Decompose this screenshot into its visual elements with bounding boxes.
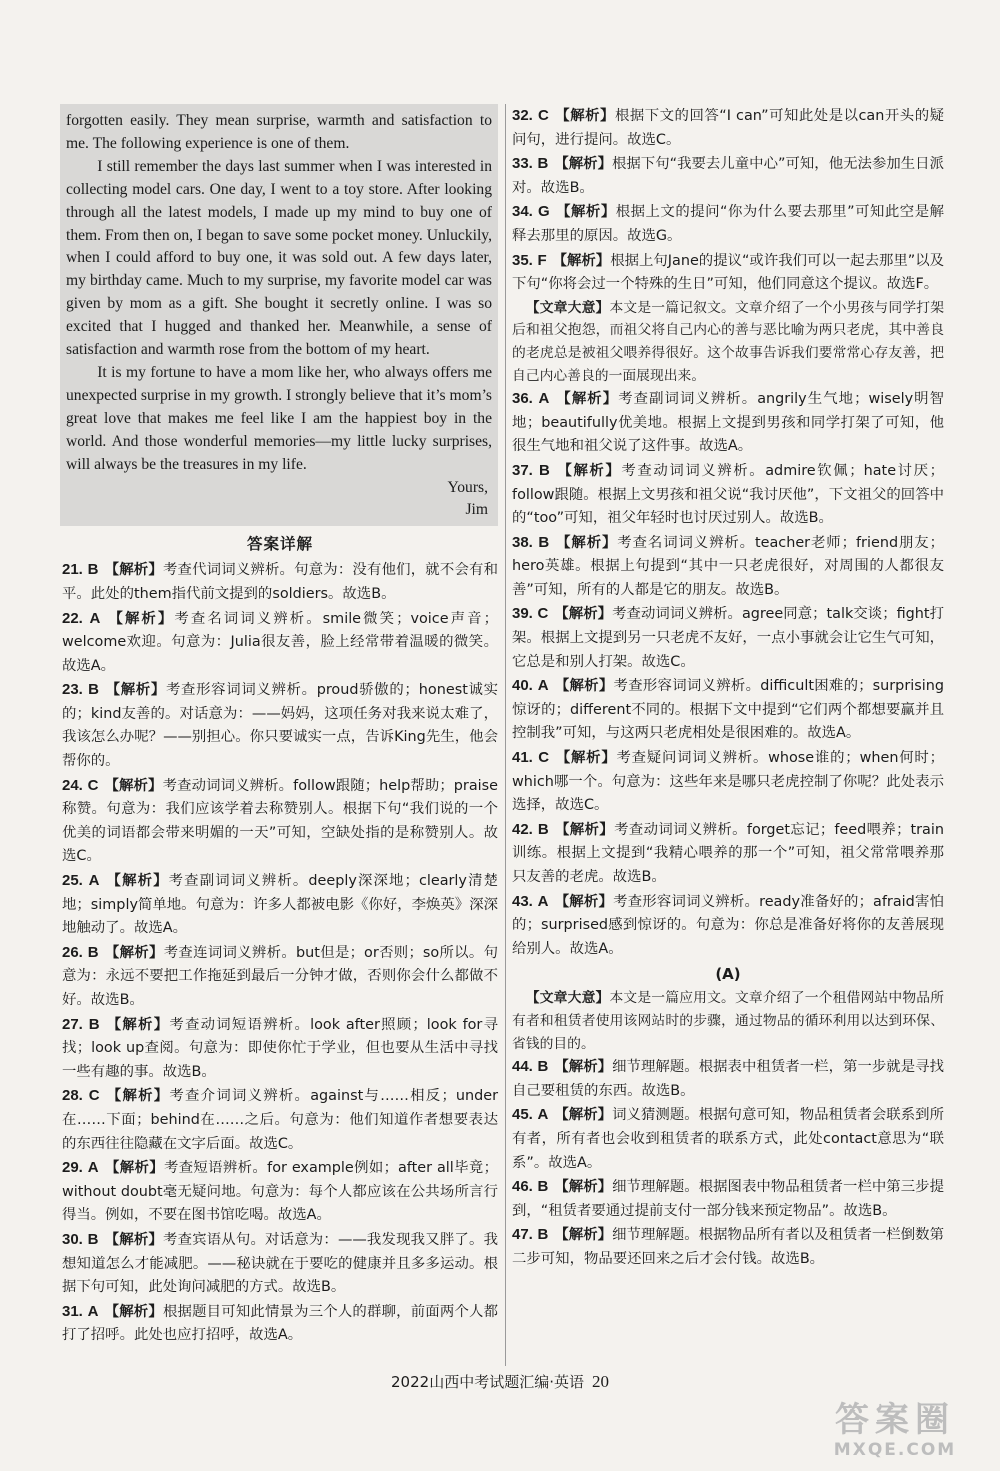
- answer-ans: C: [537, 107, 549, 124]
- answer-tag: 【解析】: [106, 610, 175, 627]
- letter-signature: Jim: [465, 501, 488, 519]
- letter-paragraph: It is my fortune to have a mom like her, who always offers me unexpected surprise in my growth. I strongly believe that it’s mom’s great love that makes me feel like I am the happiest boy in the world. And those wonderful memories—my little lucky surprises, will always be the treasures in my life.: [66, 363, 492, 473]
- answer-num: 45.: [512, 1106, 533, 1124]
- answer-text: 根据下句“我要去儿童中心”可知，他无法参加生日派对。故选B。: [512, 156, 944, 196]
- answer-ans: C: [538, 749, 550, 767]
- answer-text: 根据题目可知此情景为三个人的群聊，前面两个人都打了招呼。此处也应打招呼，故选A。: [62, 1303, 498, 1344]
- answer-item: [512, 746, 944, 818]
- answer-text: 考查动词词义辨析。follow跟随；help帮助；praise称赞。句意为：我们应该学着去称赞别人。根据下句“我们说的一个优美的词语都会带来明媚的一天”可知，空缺处指的是称赞别人。故选C。: [62, 777, 498, 865]
- answer-ans: C: [87, 776, 99, 794]
- answer-num: 46.: [512, 1178, 533, 1196]
- answer-num: 30.: [62, 1230, 83, 1248]
- answer-item: [62, 869, 498, 941]
- answer-item: [512, 104, 944, 152]
- answer-tag: 【解析】: [554, 678, 614, 695]
- answer-tag: 【解析】: [105, 1088, 170, 1105]
- answer-num: 43.: [512, 892, 533, 910]
- answer-item: [512, 249, 944, 297]
- answer-num: 39.: [512, 605, 533, 623]
- answer-item: [512, 890, 944, 962]
- answer-text: 细节理解题。根据图表中物品租赁者一栏中第三步提到，“租赁者要通过提前支付一部分钱来预定物品”。故选B。: [512, 1179, 944, 1219]
- right-answer-list-1: [512, 104, 944, 297]
- summary-tag: 【文章大意】: [525, 299, 610, 316]
- answer-num: 32.: [512, 107, 533, 124]
- answer-text: 考查副词词义辨析。angrily生气地；wisely明智地；beautifully优美地。根据上文提到男孩和同学打架了可知，他很生气地和祖父说了这件事。故选A。: [512, 391, 944, 455]
- answer-text: 考查副词词义辨析。deeply深深地；clearly清楚地；simply简单地。句意为：许多人都被电影《你好，李焕英》深深地触动了。故选A。: [62, 873, 498, 937]
- answer-ans: A: [88, 872, 100, 890]
- answer-text: 考查形容词词义辨析。proud骄傲的；honest诚实的；kind友善的。对话意为：——妈妈，这项任务对我来说太难了，我该怎么办呢？——别担心。你只要诚实一点，告诉King先生，他会帮你的。: [62, 682, 498, 770]
- right-answer-list-2: [512, 387, 944, 961]
- answer-num: 31.: [62, 1302, 83, 1320]
- answer-tag: 【解析】: [555, 391, 619, 408]
- answer-item: [62, 1156, 498, 1228]
- answer-item: [62, 774, 498, 869]
- answer-tag: 【解析】: [554, 893, 614, 910]
- answer-item: [512, 387, 944, 459]
- answer-text: 考查代词词义辨析。句意为：没有他们，就不会有和平。此处的them指代前文提到的soldiers。故选B。: [62, 562, 498, 602]
- article-summary-1: [512, 297, 944, 387]
- answer-tag: 【解析】: [554, 156, 612, 173]
- answer-ans: A: [537, 677, 549, 695]
- answer-text: 考查短语辨析。for example例如；after all毕竟；without doubt毫无疑问地。句意为：每个人都应该在公共场所言行得当。例如，不要在图书馆吃喝。故选A。: [62, 1160, 498, 1224]
- answer-text: 考查动词短语辨析。look after照顾；look for寻找；look up查阅。句意为：即使你忙于学业，但也要从生活中寻找一些有趣的事。故选B。: [62, 1016, 498, 1080]
- answer-ans: F: [537, 251, 547, 269]
- answer-item: [512, 200, 944, 248]
- answer-ans: A: [538, 390, 550, 408]
- answer-item: [512, 1175, 944, 1223]
- answer-item: [512, 818, 944, 890]
- answer-num: 25.: [62, 872, 83, 890]
- answer-ans: A: [537, 892, 549, 910]
- summary-text: 本文是一篇应用文。文章介绍了一个租借网站中物品所有者和租赁者使用该网站时的步骤，通过物品的循环利用以达到环保、省钱的目的。: [512, 990, 945, 1052]
- answer-text: 考查介词词义辨析。against与……相反；under在……下面；behind在……之后。句意为：他们知道作者想要表达的东西往往隐藏在文字后面。故选C。: [62, 1088, 498, 1152]
- answer-item: [62, 607, 498, 679]
- right-column: [512, 104, 944, 1272]
- answers-section-title: 答案详解: [246, 535, 313, 554]
- answer-tag: 【解析】: [104, 562, 163, 579]
- answer-text: 考查动词词义辨析。admire钦佩；hate讨厌；follow跟随。根据上文男孩和祖父说“我讨厌他”，下文祖父的回答中的“too”可知，祖父年轻时也讨厌过别人。故选B。: [512, 462, 944, 527]
- answer-ans: B: [539, 461, 550, 479]
- answer-tag: 【解析】: [105, 873, 169, 890]
- answer-item: [512, 602, 944, 674]
- answer-ans: B: [88, 1015, 100, 1033]
- answer-tag: 【解析】: [555, 534, 618, 551]
- answer-text: 考查名词词义辨析。smile微笑；voice声音；welcome欢迎。句意为：Julia很友善，脸上经常带着温暖的微笑。故选A。: [62, 610, 498, 674]
- answer-tag: 【解析】: [104, 1160, 164, 1177]
- answer-num: 22.: [62, 609, 83, 627]
- answer-item: [512, 152, 944, 200]
- answer-tag: 【解析】: [104, 944, 164, 961]
- answer-num: 24.: [62, 776, 83, 794]
- answer-num: 47.: [512, 1226, 533, 1244]
- watermark-text: 答案圈: [835, 1400, 955, 1440]
- answer-num: 29.: [62, 1159, 83, 1177]
- answer-item: [512, 1055, 944, 1103]
- answer-tag: 【解析】: [554, 1059, 613, 1076]
- answer-text: 考查形容词词义辨析。ready准备好的；afraid害怕的；surprised感到惊讶的。句意为：你总是准备好将你的友善展现给别人。故选A。: [512, 893, 944, 957]
- answer-ans: C: [537, 605, 549, 623]
- answer-ans: B: [87, 561, 99, 579]
- answer-item: [62, 1300, 498, 1348]
- answer-tag: 【解析】: [104, 1303, 163, 1320]
- answer-tag: 【解析】: [554, 108, 615, 124]
- answer-num: 35.: [512, 251, 533, 269]
- answer-text: 考查名词词义辨析。teacher老师；friend朋友；hero英雄。根据上句提到“其中一只老虎很好，对周围的人都很友善”可知，所有的人都是它的朋友。故选B。: [512, 534, 944, 598]
- answer-num: 21.: [62, 561, 83, 579]
- answer-num: 40.: [512, 677, 533, 695]
- answer-item: [512, 1103, 944, 1175]
- answer-item: [512, 459, 944, 531]
- right-answer-list-3: [512, 1055, 944, 1271]
- answer-tag: 【解析】: [554, 821, 615, 838]
- answer-num: 38.: [512, 533, 533, 551]
- answer-ans: A: [89, 609, 101, 627]
- footer-title: 2022山西中考试题汇编·英语: [391, 1373, 584, 1391]
- answer-item: [62, 678, 498, 773]
- answer-ans: B: [537, 155, 549, 173]
- answer-item: [512, 531, 944, 603]
- watermark-url: MXQE.COM: [833, 1440, 957, 1460]
- answer-item: [62, 1084, 498, 1156]
- answer-ans: A: [87, 1159, 99, 1177]
- answer-item: [62, 558, 498, 606]
- answer-num: 34.: [512, 203, 533, 221]
- page-footer: [0, 1371, 1000, 1392]
- answer-text: 考查连词词义辨析。but但是；or否则；so所以。句意为：永远不要把工作拖延到最后一分钟才做，否则你会什么都做不好。故选B。: [62, 944, 498, 1008]
- answer-item: [512, 674, 944, 746]
- answer-ans: C: [88, 1087, 100, 1105]
- answer-text: 考查宾语从句。对话意为：——我发现我又胖了。我想知道怎么才能减肥。——秘诀就在于要吃的健康并且多多运动。根据下句可知，此处询问减肥的方式。故选B。: [62, 1231, 498, 1296]
- answer-ans: A: [87, 1302, 99, 1320]
- answer-text: 根据上句Jane的提议“或许我们可以一起去那里”以及下句“你将会过一个特殊的生日”可知，他们同意这个提议。故选F。: [512, 252, 944, 293]
- column-divider: [505, 104, 506, 1366]
- answer-ans: B: [537, 1058, 549, 1076]
- answer-num: 33.: [512, 155, 533, 173]
- answer-item: [512, 1223, 944, 1271]
- answer-text: 细节理解题。根据表中租赁者一栏，第一步就是寻找自己要租赁的东西。故选B。: [512, 1059, 944, 1099]
- answer-num: 23.: [62, 681, 83, 699]
- answer-tag: 【解析】: [554, 606, 613, 623]
- answer-text: 考查动词词义辨析。agree同意；talk交谈；fight打架。根据上文提到另一只老虎不友好，一点小事就会让它生气可知，它总是和别人打架。故选C。: [512, 606, 944, 670]
- answer-tag: 【解析】: [105, 1016, 170, 1033]
- answer-item: [62, 1228, 498, 1300]
- answer-tag: 【解析】: [554, 1227, 613, 1244]
- summary-text: 本文是一篇记叙文。文章介绍了一个小男孩与同学打架后和祖父抱怨，而祖父将自己内心的善与恶比喻为两只老虎，其中善良的老虎总是被祖父喂养得很好。这个故事告诉我们要常常心存友善，把自己内心善良的一面展现出来。: [512, 299, 945, 384]
- answer-num: 36.: [512, 390, 533, 408]
- answer-text: 根据下文的回答“I can”可知此处是以can开头的疑问句，进行提问。故选C。: [512, 108, 944, 148]
- answer-ans: B: [537, 820, 549, 838]
- answer-text: 考查动词词义辨析。forget忘记；feed喂养；train训练。根据上文提到“我精心喂养的那一个”可知，祖父常常喂养那只友善的老虎。故选B。: [512, 821, 944, 885]
- answer-ans: G: [537, 203, 550, 221]
- answer-tag: 【解析】: [555, 462, 622, 479]
- page-number: 20: [591, 1372, 609, 1391]
- summary-tag: 【文章大意】: [525, 990, 610, 1007]
- left-answer-list: [62, 558, 498, 1348]
- answer-num: 41.: [512, 749, 533, 767]
- answer-num: 26.: [62, 943, 83, 961]
- answer-num: 27.: [62, 1015, 83, 1033]
- answer-text: 词义猜测题。根据句意可知，物品租赁者会联系到所有者，所有者也会收到租赁者的联系方式，此处contact意思为“联系”。故选A。: [512, 1107, 944, 1171]
- letter-paragraph: forgotten easily. They mean surprise, warmth and satisfaction to me. The following experience is one of them.: [66, 112, 492, 152]
- answer-tag: 【解析】: [552, 252, 611, 269]
- answer-num: 37.: [512, 461, 533, 479]
- answer-ans: B: [87, 1230, 99, 1248]
- answer-item: [62, 941, 498, 1013]
- answer-ans: B: [88, 681, 99, 699]
- letter-closing: Yours,: [447, 478, 488, 496]
- answer-ans: B: [87, 943, 99, 961]
- answer-num: 28.: [62, 1087, 83, 1105]
- answer-tag: 【解析】: [104, 682, 166, 699]
- letter-paragraph: I still remember the days last summer when I was interested in collecting model cars. One day, I went to a toy store. After looking through all the latest models, I made up my mind to buy one of them. From then on, I began to save some pocket money. Unluckily, when I could afford to buy one, it was sold out. A few days later, my birthday came. Much to my surprise, my favorite model car was given by mom as a gift. She bought it secretly online. I was so excited that I hugged and thanked her. Meanwhile, a sense of satisfaction and warmth rose from the bottom of my heart.: [66, 157, 492, 359]
- answer-ans: B: [537, 1226, 549, 1244]
- watermark-logo: [800, 1400, 990, 1466]
- answer-text: 考查形容词词义辨析。difficult困难的；surprising惊讶的；different不同的。根据下文中提到“它们两个都想要赢并且控制我”可知，与这两只老虎相处是很困难的。故选A。: [512, 678, 944, 742]
- answer-text: 考查疑问词词义辨析。whose谁的；when何时；which哪一个。句意为：这些年来是哪只老虎控制了你呢？此处表示选择，故选C。: [512, 750, 944, 814]
- answer-ans: B: [538, 533, 550, 551]
- answer-ans: B: [537, 1178, 549, 1196]
- answer-num: 44.: [512, 1058, 533, 1076]
- answer-text: 细节理解题。根据物品所有者以及租赁者一栏倒数第二步可知，物品要还回来之后才会付钱。故选B。: [512, 1227, 944, 1267]
- answer-tag: 【解析】: [104, 1231, 163, 1248]
- answer-ans: A: [537, 1106, 549, 1124]
- answer-tag: 【解析】: [554, 1179, 613, 1196]
- passage-subhead: (A): [715, 965, 741, 984]
- answer-tag: 【解析】: [555, 204, 616, 221]
- answer-text: 根据上文的提问“你为什么要去那里”可知此空是解释去那里的原因。故选G。: [512, 204, 944, 244]
- answer-tag: 【解析】: [104, 777, 163, 794]
- letter-passage: [60, 104, 498, 526]
- answer-num: 42.: [512, 820, 533, 838]
- left-column: [62, 104, 498, 1348]
- answer-item: [62, 1013, 498, 1085]
- answer-tag: 【解析】: [554, 1107, 613, 1124]
- answer-tag: 【解析】: [555, 750, 617, 767]
- article-summary-2: [512, 987, 944, 1055]
